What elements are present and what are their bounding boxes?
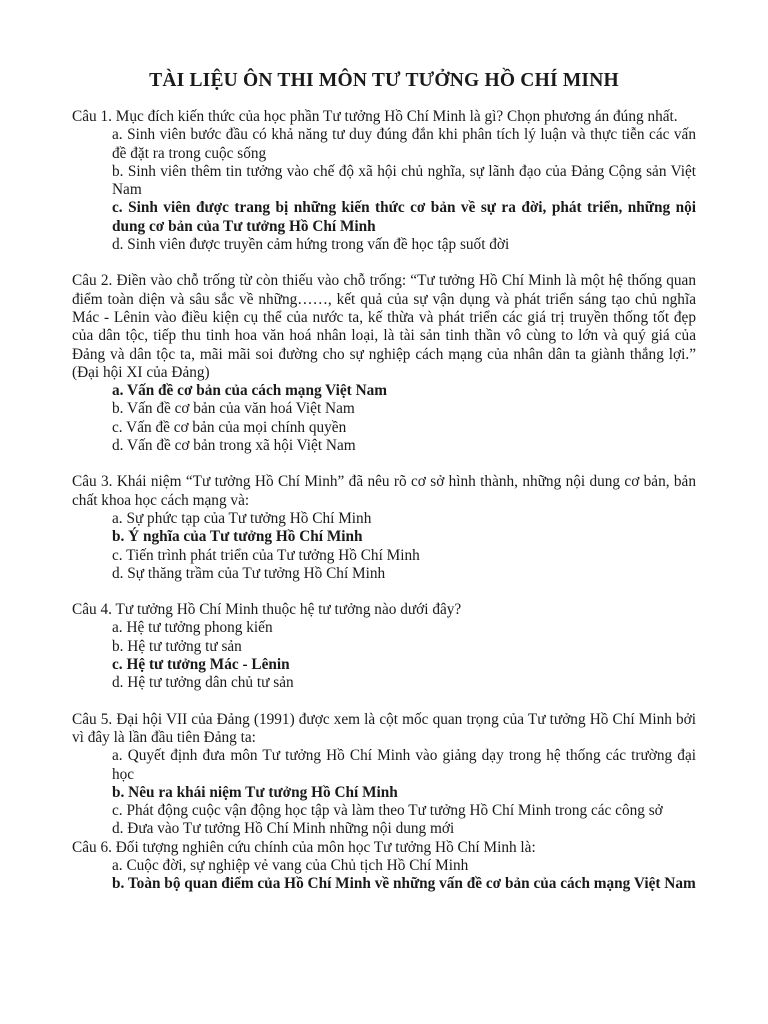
question-text: Câu 6. Đối tượng nghiên cứu chính của môn học Tư tưởng Hồ Chí Minh là:: [72, 838, 536, 856]
option-d: d. Sinh viên được truyền cảm hứng trong vấn đề học tập suốt đời: [112, 236, 510, 254]
option-c: c. Phát động cuộc vận động học tập và làm theo Tư tưởng Hồ Chí Minh trong các công sở: [112, 802, 663, 820]
option-c-correct-answer: c. Hệ tư tưởng Mác - Lênin: [112, 656, 290, 674]
document-title: TÀI LIỆU ÔN THI MÔN TƯ TƯỞNG HỒ CHÍ MINH: [149, 70, 619, 91]
option-d: d. Đưa vào Tư tưởng Hồ Chí Minh những nội dung mới: [112, 820, 455, 838]
option-b-correct-answer: b. Toàn bộ quan điểm của Hồ Chí Minh về những vấn đề cơ bản của cách mạng Việt Nam: [112, 875, 696, 893]
question-text: Câu 2. Điền vào chỗ trống từ còn thiếu vào chỗ trống: “Tư tưởng Hồ Chí Minh là một hệ thống quan điểm toàn diện và sâu sắc về những……, kết quả của sự vận dụng và phát triển sáng tạo chủ nghĩa Mác - Lênin vào điều kiện cụ thể của nước ta, kế thừa và phát triển các giá trị truyền thống tốt đẹp của dân tộc, tiếp thu tinh hoa văn hoá nhân loại, là tài sản tinh thần vô cùng to lớn và quý giá của Đảng và dân tộc ta, mãi mãi soi đường cho sự nghiệp cách mạng của nhân dân ta giành thắng lợi.” (Đại hội XI của Đảng): [72, 272, 696, 381]
option-d: d. Sự thăng trầm của Tư tưởng Hồ Chí Minh: [112, 564, 386, 582]
option-a: a. Sinh viên bước đầu có khả năng tư duy đúng đắn khi phân tích lý luận và thực tiễn các vấn đề đặt ra trong cuộc sống: [112, 126, 696, 162]
question-text: Câu 4. Tư tưởng Hồ Chí Minh thuộc hệ tư tưởng nào dưới đây?: [72, 601, 462, 619]
question-text: Câu 5. Đại hội VII của Đảng (1991) được xem là cột mốc quan trọng của Tư tưởng Hồ Chí Minh bởi vì đây là lần đầu tiên Đảng ta:: [72, 710, 696, 746]
option-c: c. Tiến trình phát triển của Tư tưởng Hồ Chí Minh: [112, 546, 420, 564]
spacer: [72, 693, 696, 711]
question-6: [72, 839, 696, 894]
question-5: [72, 711, 696, 839]
option-a-correct-answer: a. Vấn đề cơ bản của cách mạng Việt Nam: [112, 382, 388, 400]
option-b: b. Hệ tư tưởng tư sản: [112, 637, 242, 655]
option-d: d. Vấn đề cơ bản trong xã hội Việt Nam: [112, 437, 356, 455]
document-body: [72, 108, 696, 894]
question-text: Câu 1. Mục đích kiến thức của học phần Tư tưởng Hồ Chí Minh là gì? Chọn phương án đúng nhất.: [72, 108, 678, 125]
spacer: [72, 583, 696, 601]
option-b-correct-answer: b. Nêu ra khái niệm Tư tưởng Hồ Chí Minh: [112, 783, 398, 801]
option-a: a. Sự phức tạp của Tư tưởng Hồ Chí Minh: [112, 509, 372, 527]
option-b-correct-answer: b. Ý nghĩa của Tư tưởng Hồ Chí Minh: [112, 528, 363, 546]
question-text: Câu 3. Khái niệm “Tư tưởng Hồ Chí Minh” đã nêu rõ cơ sở hình thành, những nội dung cơ bản, bản chất khoa học cách mạng và:: [72, 473, 696, 509]
option-b: b. Sinh viên thêm tin tưởng vào chế độ xã hội chủ nghĩa, sự lãnh đạo của Đảng Cộng sản Việt Nam: [112, 162, 696, 199]
option-a: a. Cuộc đời, sự nghiệp vẻ vang của Chủ tịch Hồ Chí Minh: [112, 856, 469, 874]
option-c-correct-answer: c. Sinh viên được trang bị những kiến thức cơ bản về sự ra đời, phát triển, những nội dung cơ bản của Tư tưởng Hồ Chí Minh: [112, 199, 696, 235]
option-a: a. Quyết định đưa môn Tư tưởng Hồ Chí Minh vào giảng dạy trong hệ thống các trường đại học: [112, 747, 696, 783]
question-4: [72, 601, 696, 692]
option-c: c. Vấn đề cơ bản của mọi chính quyền: [112, 418, 347, 436]
option-b: b. Vấn đề cơ bản của văn hoá Việt Nam: [112, 400, 355, 418]
question-1: [72, 108, 696, 254]
spacer: [72, 455, 696, 473]
question-2: [72, 272, 696, 455]
spacer: [72, 254, 696, 272]
question-3: [72, 473, 696, 583]
option-d: d. Hệ tư tưởng dân chủ tư sản: [112, 674, 294, 692]
option-a: a. Hệ tư tưởng phong kiến: [112, 619, 273, 637]
